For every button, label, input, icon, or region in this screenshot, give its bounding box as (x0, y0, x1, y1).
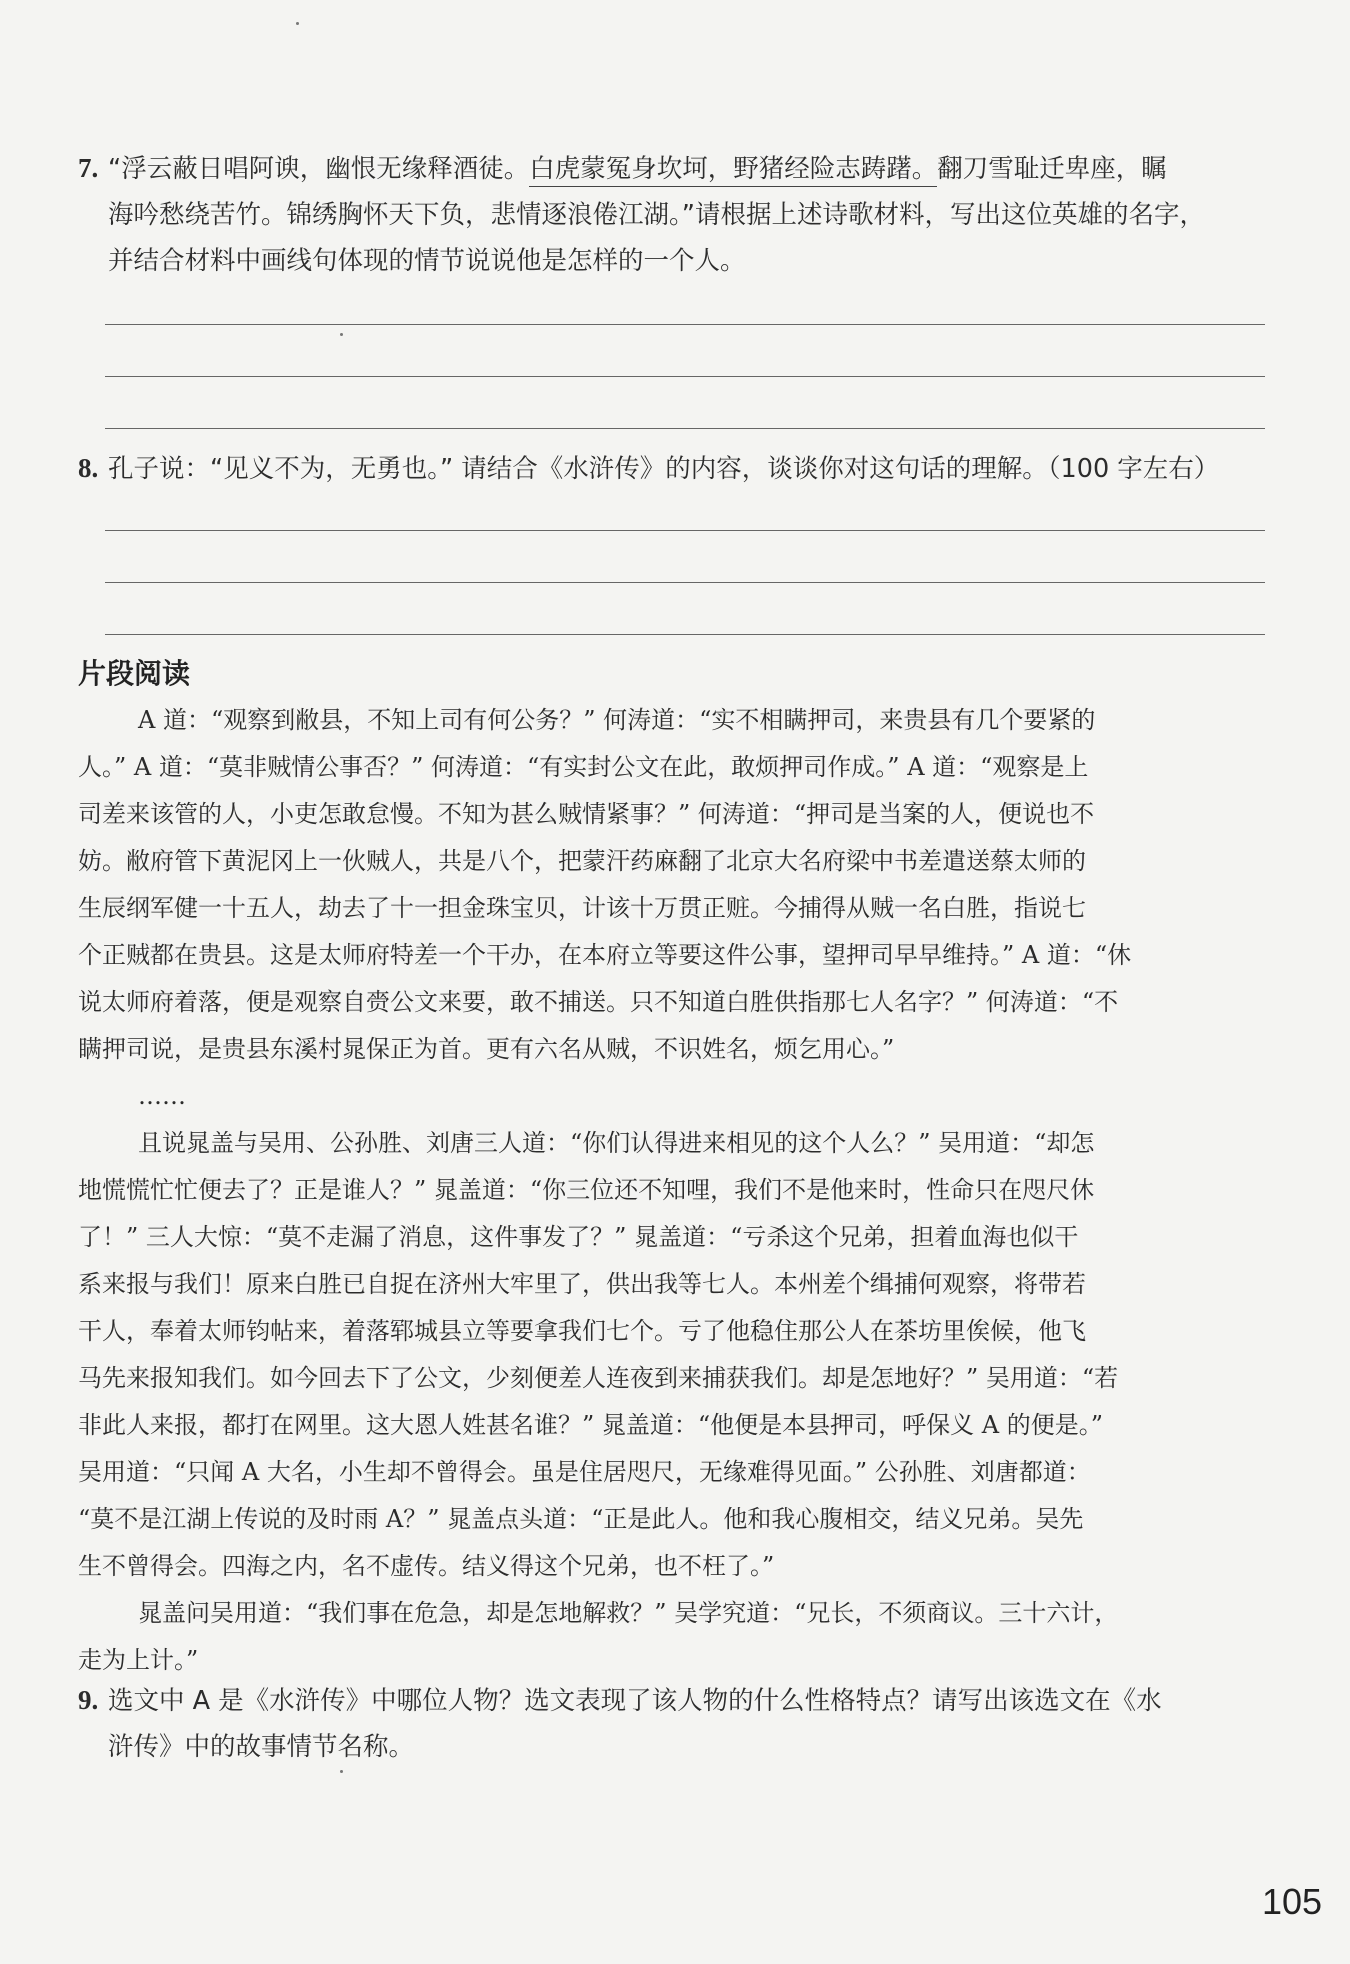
passage-line: A 道：“观察到敝县，不知上司有何公务？” 何涛道：“实不相瞒押司，来贵县有几个要紧的 (138, 706, 1096, 734)
passage-line: “莫不是江湖上传说的及时雨 A？” 晁盖点头道：“正是此人。他和我心腹相交，结义兄弟。吴先 (78, 1505, 1084, 1533)
question-7 (78, 145, 1268, 284)
answer-line[interactable] (105, 376, 1265, 377)
passage-line: 妨。敝府管下黄泥冈上一伙贼人，共是八个，把蒙汗药麻翻了北京大名府梁中书差遣送蔡太师的 (78, 847, 1086, 875)
passage-line: 地慌慌忙忙便去了？正是谁人？” 晁盖道：“你三位还不知哩，我们不是他来时，性命只在咫尺休 (78, 1176, 1095, 1204)
scan-speck (340, 1770, 343, 1773)
question-7-line-3: 并结合材料中画线句体现的情节说说他是怎样的一个人。 (108, 246, 746, 276)
question-7-line-2: 海吟愁绕苦竹。锦绣胸怀天下负，悲情逐浪倦江湖。”请根据上述诗歌材料，写出这位英雄的名字， (108, 200, 1205, 230)
question-8-line-1: 8. 孔子说：“见义不为，无勇也。” 请结合《水浒传》的内容，谈谈你对这句话的理解。（100 字左右） (78, 445, 1268, 492)
scan-speck (296, 22, 299, 25)
question-number: 7. (78, 153, 99, 183)
passage-line: 生不曾得会。四海之内，名不虚传。结义得这个兄弟，也不枉了。” (78, 1552, 775, 1580)
question-number: 8. (78, 453, 99, 483)
passage-line: 走为上计。” (78, 1646, 199, 1674)
question-number: 9. (78, 1685, 99, 1715)
question-7-line-1: 7. “浮云蔽日唱阿谀，幽恨无缘释酒徒。白虎蒙冤身坎坷，野猪经险志踌躇。翻刀雪耻迁卑座，瞩 (78, 145, 1268, 192)
question-9-line-1: 9. 选文中 A 是《水浒传》中哪位人物？选文表现了该人物的什么性格特点？请写出该选文在《水 (78, 1677, 1268, 1724)
question-8 (78, 445, 1268, 492)
passage-line: 非此人来报，都打在网里。这大恩人姓甚名谁？” 晁盖道：“他便是本县押司，呼保义 A 的便是。” (78, 1411, 1104, 1439)
answer-line[interactable] (105, 530, 1265, 531)
section-title: 片段阅读 (78, 657, 191, 690)
passage-line: 司差来该管的人，小吏怎敢怠慢。不知为甚么贼情紧事？” 何涛道：“押司是当案的人，便说也不 (78, 800, 1095, 828)
reading-passage (78, 697, 1268, 1684)
passage-line: 且说晁盖与吴用、公孙胜、刘唐三人道：“你们认得进来相见的这个人么？” 吴用道：“却怎 (138, 1129, 1095, 1157)
passage-line: 人。” A 道：“莫非贼情公事否？” 何涛道：“有实封公文在此，敢烦押司作成。” A 道：“观察是上 (78, 753, 1089, 781)
question-9 (78, 1677, 1268, 1770)
passage-line: 马先来报知我们。如今回去下了公文，少刻便差人连夜到来捕获我们。却是怎地好？” 吴用道：“若 (78, 1364, 1119, 1392)
answer-line[interactable] (105, 428, 1265, 429)
passage-line: 了！” 三人大惊：“莫不走漏了消息，这件事发了？” 晁盖道：“亏杀这个兄弟，担着血海也似干 (78, 1223, 1079, 1251)
passage-line: 晁盖问吴用道：“我们事在危急，却是怎地解救？” 吴学究道：“兄长，不须商议。三十六计， (138, 1599, 1119, 1627)
passage-line: 瞒押司说，是贵县东溪村晁保正为首。更有六名从贼，不识姓名，烦乞用心。” (78, 1035, 895, 1063)
passage-line: 吴用道：“只闻 A 大名，小生却不曾得会。虽是住居咫尺，无缘难得见面。” 公孙胜、刘唐都道： (78, 1458, 1091, 1486)
question-9-line-2: 浒传》中的故事情节名称。 (108, 1732, 415, 1762)
page-number: 105 (1262, 1881, 1323, 1922)
answer-line[interactable] (105, 634, 1265, 635)
underlined-sentence: 白虎蒙冤身坎坷，野猪经险志踌躇。 (529, 154, 937, 187)
passage-line: 干人，奉着太师钧帖来，着落郓城县立等要拿我们七个。亏了他稳住那公人在茶坊里俟候，他飞 (78, 1317, 1086, 1345)
answer-line[interactable] (105, 324, 1265, 325)
passage-line: 系来报与我们！原来白胜已自捉在济州大牢里了，供出我等七人。本州差个缉捕何观察，将带若 (78, 1270, 1086, 1298)
answer-line[interactable] (105, 582, 1265, 583)
passage-ellipsis: …… (138, 1082, 186, 1110)
passage-line: 生辰纲军健一十五人，劫去了十一担金珠宝贝，计该十万贯正赃。今捕得从贼一名白胜，指说七 (78, 894, 1086, 922)
scan-speck (340, 333, 343, 336)
passage-line: 说太师府着落，便是观察自赍公文来要，敢不捕送。只不知道白胜供指那七人名字？” 何涛道：“不 (78, 988, 1119, 1016)
passage-line: 个正贼都在贵县。这是太师府特差一个干办，在本府立等要这件公事，望押司早早维持。” A 道：“休 (78, 941, 1132, 969)
